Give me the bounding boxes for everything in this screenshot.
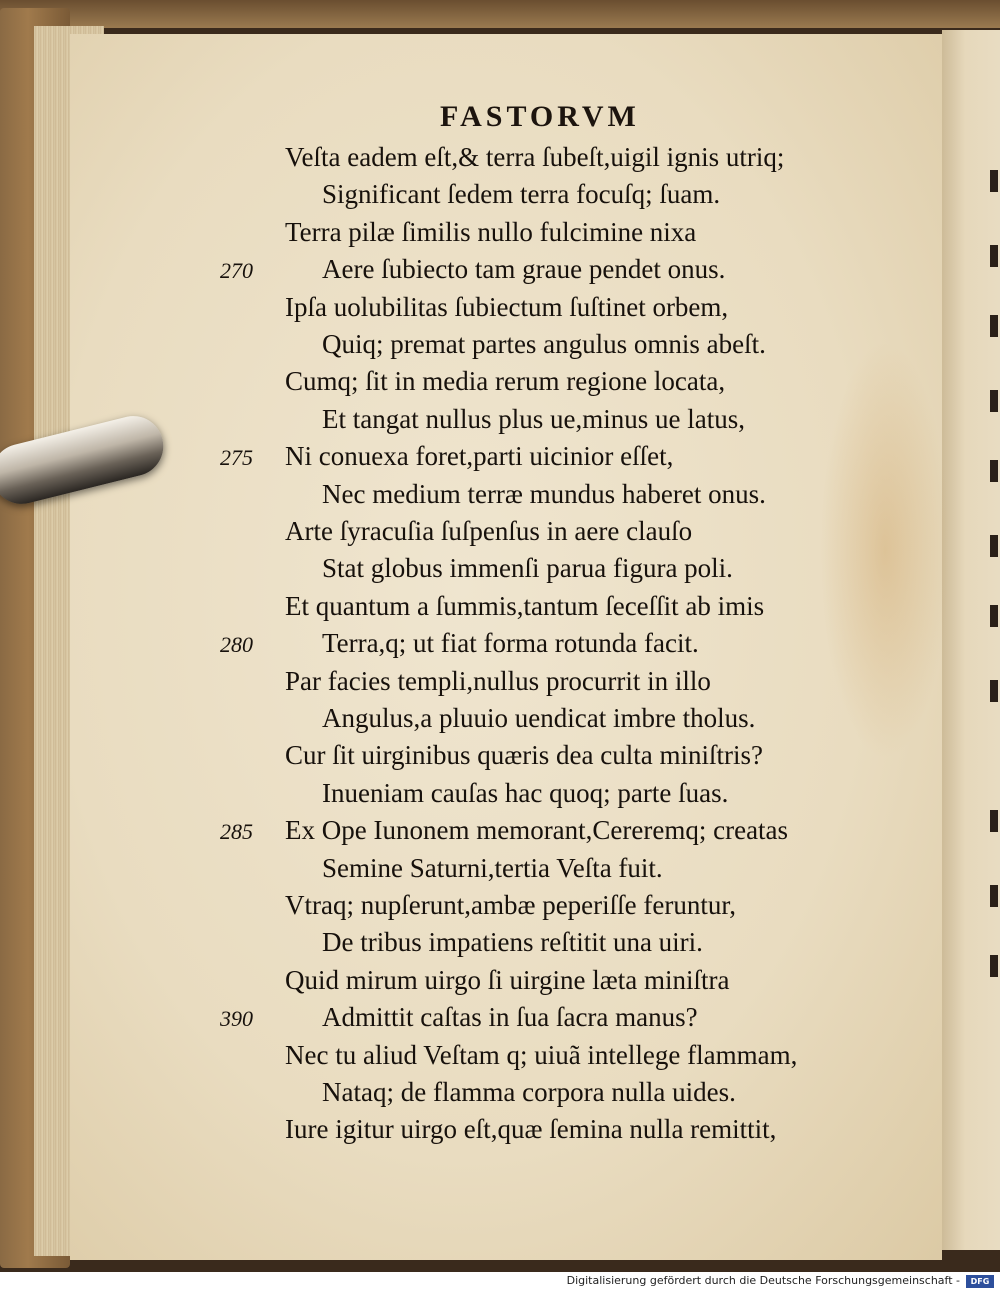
verse-line: Stat globus immenſi parua figura poli. <box>322 553 733 584</box>
verse-line: Vtraq; nupſerunt,ambæ peperiſſe feruntur, <box>285 890 737 920</box>
verse-line: Terra,q; ut fiat forma rotunda facit. <box>322 628 699 659</box>
verse-line: Angulus,a pluuio uendicat imbre tholus. <box>322 703 756 733</box>
verse-line: Terra pilæ ſimilis nullo fulcimine nixa <box>285 216 697 247</box>
verse-line: Admittit caſtas in ſua ſacra manus? <box>322 1002 698 1033</box>
line-number: 270 <box>220 258 253 284</box>
verse-line: Veſta eadem eſt,& terra ſubeſt,uigil ignis utriq; <box>285 142 785 172</box>
running-header: FASTORVM <box>440 100 640 133</box>
verse-line: Significant ſedem terra focuſq; ſuam. <box>322 179 721 210</box>
verse-line: Cur ſit uirginibus quæris dea culta miniſtris? <box>285 740 763 771</box>
verse-line: Quid mirum uirgo ſi uirgine læta miniſtra <box>285 964 730 995</box>
line-number: 390 <box>220 1006 253 1032</box>
verse-line: Par facies templi,nullus procurrit in illo <box>285 665 711 696</box>
verse-line: De tribus impatiens reſtitit una uiri. <box>322 927 703 958</box>
facing-page-text-edge <box>990 150 1000 970</box>
funding-credit: Digitalisierung gefördert durch die Deutsche Forschungsgemeinschaft - <box>566 1274 960 1287</box>
verse-line: Nataq; de flamma corpora nulla uides. <box>322 1077 736 1107</box>
verse-line: Cumq; ſit in media rerum regione locata, <box>285 366 726 397</box>
water-stain <box>820 340 950 760</box>
verse-line: Inueniam cauſas hac quoq; parte ſuas. <box>322 777 729 808</box>
book-cover-top <box>0 0 1000 28</box>
verse-line: Semine Saturni,tertia Veſta fuit. <box>322 852 663 883</box>
verse-line: Ex Ope Iunonem memorant,Cereremq; creatas <box>285 815 789 846</box>
footer-bar <box>0 1272 1000 1291</box>
line-number: 285 <box>220 819 253 845</box>
line-number: 280 <box>220 632 253 658</box>
verse-line: Et tangat nullus plus ue,minus ue latus, <box>322 403 745 434</box>
verse-line: Aere ſubiecto tam graue pendet onus. <box>322 254 726 285</box>
verse-line: Et quantum a ſummis,tantum ſeceſſit ab imis <box>285 590 765 621</box>
verse-line: Arte ſyracuſia ſuſpenſus in aere clauſo <box>285 516 693 546</box>
verse-line: Iure igitur uirgo eſt,quæ ſemina nulla remittit, <box>285 1114 777 1145</box>
dfg-logo: DFG <box>966 1275 994 1288</box>
verse-line: Quiq; premat partes angulus omnis abeſt. <box>322 329 766 359</box>
verse-line: Ipſa uolubilitas ſubiectum ſuſtinet orbem, <box>285 291 729 322</box>
line-number: 275 <box>220 445 253 471</box>
verse-line: Nec tu aliud Veſtam q; uiuã intellege flammam, <box>285 1039 798 1070</box>
verse-line: Nec medium terræ mundus haberet onus. <box>322 478 766 509</box>
verse-line: Ni conuexa foret,parti uicinior eſſet, <box>285 441 674 472</box>
